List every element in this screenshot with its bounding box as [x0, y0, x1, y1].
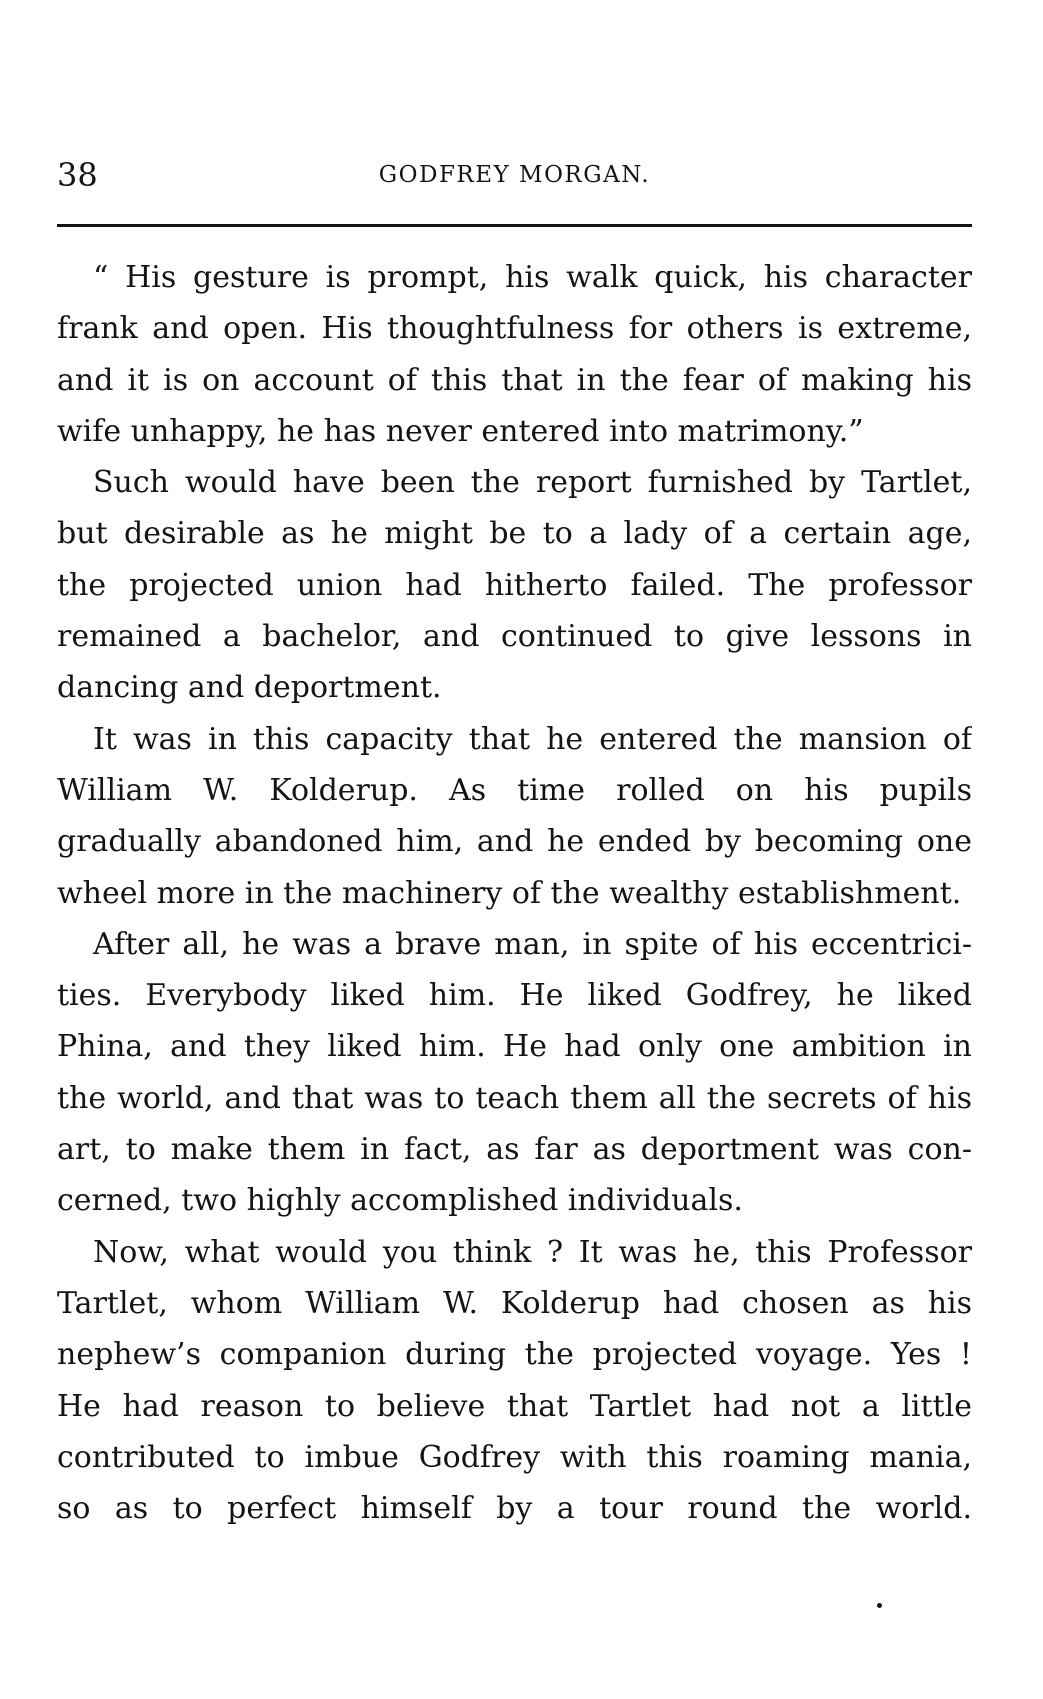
text-line: dancing and deportment. — [57, 670, 442, 706]
text-line: the projected union had hitherto failed. The professor — [57, 567, 972, 603]
text-line: “ His gesture is prompt, his walk quick, his character — [93, 260, 972, 295]
text-line: cerned, two highly accomplished individuals. — [57, 1183, 743, 1219]
text-line: remained a bachelor, and continued to give lessons in — [57, 619, 972, 655]
text-line: nephew’s companion during the projected voyage. Yes ! — [57, 1337, 972, 1373]
text-line: but desirable as he might be to a lady of a certain age, — [57, 516, 972, 552]
header-rule — [57, 224, 972, 227]
text-line: wife unhappy, he has never entered into matrimony.” — [57, 413, 864, 449]
text-line: He had reason to believe that Tartlet had not a little — [57, 1388, 972, 1424]
text-line: Tartlet, whom William W. Kolderup had chosen as his — [57, 1285, 972, 1321]
text-line: the world, and that was to teach them all the secrets of his — [57, 1080, 972, 1116]
text-line: and it is on account of this that in the fear of making his — [57, 362, 972, 398]
text-line: contributed to imbue Godfrey with this roaming mania, — [57, 1439, 972, 1475]
text-line: wheel more in the machinery of the wealthy establishment. — [57, 875, 962, 911]
text-line: art, to make them in fact, as far as deportment was con- — [57, 1132, 972, 1168]
text-line: frank and open. His thoughtfulness for others is extreme, — [57, 311, 972, 347]
text-line: Such would have been the report furnished by Tartlet, — [93, 465, 972, 501]
text-line: William W. Kolderup. As time rolled on his pupils — [57, 772, 972, 808]
text-line: Now, what would you think ? It was he, this Professor — [93, 1234, 972, 1270]
body-text — [57, 252, 972, 1534]
running-head — [57, 155, 972, 195]
page-number: 38 — [57, 156, 98, 194]
text-line: ties. Everybody liked him. He liked Godfrey, he liked — [57, 978, 972, 1014]
text-line: Phina, and they liked him. He had only one ambition in — [57, 1029, 972, 1065]
running-title: GODFREY MORGAN. — [378, 162, 651, 188]
print-speck — [877, 1603, 882, 1608]
text-line: After all, he was a brave man, in spite of his eccentrici- — [93, 926, 972, 962]
text-line: gradually abandoned him, and he ended by becoming one — [57, 824, 972, 860]
text-line: It was in this capacity that he entered the mansion of — [93, 721, 972, 757]
text-line: so as to perfect himself by a tour round the world. — [57, 1491, 972, 1527]
